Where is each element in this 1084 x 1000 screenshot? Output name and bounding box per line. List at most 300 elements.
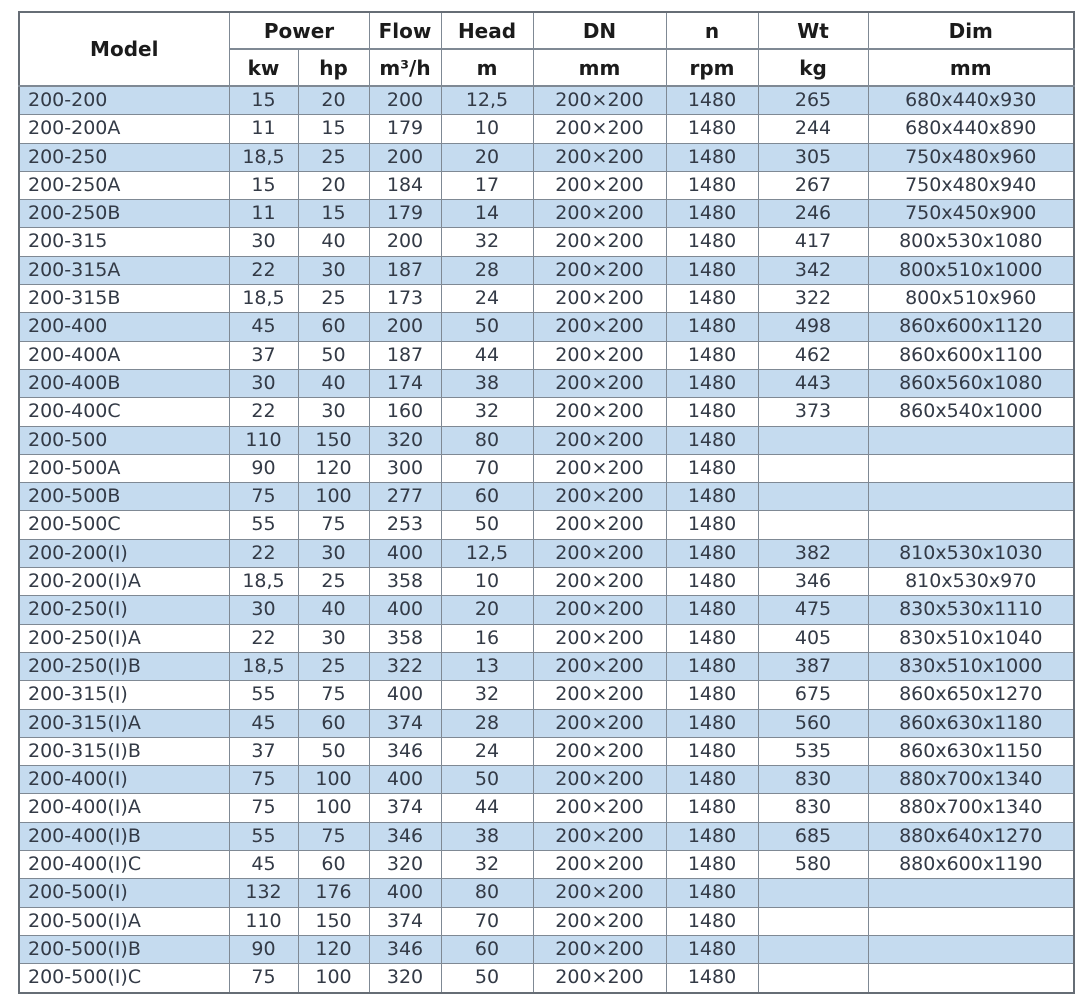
cell-flow: 346	[369, 822, 441, 850]
cell-dim: 830x530x1110	[868, 596, 1074, 624]
cell-flow: 400	[369, 681, 441, 709]
cell-dn: 200×200	[533, 568, 666, 596]
cell-flow: 253	[369, 511, 441, 539]
cell-head: 14	[441, 200, 533, 228]
cell-power-kw: 90	[229, 935, 298, 963]
cell-model: 200-315(I)B	[19, 737, 229, 765]
table-row	[19, 313, 1074, 341]
cell-wt: 387	[758, 652, 868, 680]
cell-model: 200-400A	[19, 341, 229, 369]
cell-dn: 200×200	[533, 794, 666, 822]
cell-wt: 535	[758, 737, 868, 765]
cell-power-kw: 37	[229, 737, 298, 765]
table-row	[19, 596, 1074, 624]
cell-power-kw: 75	[229, 766, 298, 794]
cell-head: 50	[441, 313, 533, 341]
cell-power-hp: 60	[298, 851, 369, 879]
cell-power-hp: 75	[298, 681, 369, 709]
cell-flow: 400	[369, 539, 441, 567]
cell-n: 1480	[666, 313, 758, 341]
cell-dn: 200×200	[533, 851, 666, 879]
cell-power-hp: 30	[298, 539, 369, 567]
cell-power-kw: 90	[229, 454, 298, 482]
cell-flow: 174	[369, 369, 441, 397]
cell-dim: 860x540x1000	[868, 398, 1074, 426]
pump-spec-table	[18, 11, 1075, 994]
unit-header-head: m	[441, 49, 533, 86]
table-row	[19, 86, 1074, 115]
cell-wt	[758, 907, 868, 935]
table-header	[19, 12, 1074, 86]
cell-power-hp: 100	[298, 766, 369, 794]
table-row	[19, 228, 1074, 256]
cell-power-kw: 132	[229, 879, 298, 907]
cell-wt	[758, 426, 868, 454]
cell-wt	[758, 964, 868, 993]
cell-dim	[868, 511, 1074, 539]
cell-model: 200-500A	[19, 454, 229, 482]
cell-dn: 200×200	[533, 624, 666, 652]
cell-model: 200-400(I)A	[19, 794, 229, 822]
cell-dim: 880x700x1340	[868, 766, 1074, 794]
cell-n: 1480	[666, 681, 758, 709]
cell-head: 10	[441, 115, 533, 143]
table-row	[19, 681, 1074, 709]
cell-n: 1480	[666, 879, 758, 907]
cell-model: 200-315	[19, 228, 229, 256]
table-row	[19, 426, 1074, 454]
cell-flow: 346	[369, 935, 441, 963]
cell-dim	[868, 935, 1074, 963]
cell-power-hp: 20	[298, 171, 369, 199]
unit-header-wt: kg	[758, 49, 868, 86]
cell-dn: 200×200	[533, 398, 666, 426]
unit-header-dim: mm	[868, 49, 1074, 86]
cell-wt: 267	[758, 171, 868, 199]
cell-head: 80	[441, 879, 533, 907]
cell-dn: 200×200	[533, 907, 666, 935]
cell-power-kw: 18,5	[229, 285, 298, 313]
cell-head: 50	[441, 766, 533, 794]
table-row	[19, 539, 1074, 567]
table-row	[19, 766, 1074, 794]
cell-power-kw: 11	[229, 115, 298, 143]
cell-head: 17	[441, 171, 533, 199]
cell-dim: 750x480x940	[868, 171, 1074, 199]
cell-head: 70	[441, 907, 533, 935]
cell-wt: 382	[758, 539, 868, 567]
cell-head: 32	[441, 681, 533, 709]
cell-dn: 200×200	[533, 228, 666, 256]
table-row	[19, 256, 1074, 284]
cell-model: 200-315B	[19, 285, 229, 313]
cell-flow: 184	[369, 171, 441, 199]
cell-head: 60	[441, 483, 533, 511]
table-row	[19, 794, 1074, 822]
cell-dim: 800x510x1000	[868, 256, 1074, 284]
cell-model: 200-500B	[19, 483, 229, 511]
cell-dim	[868, 907, 1074, 935]
cell-n: 1480	[666, 398, 758, 426]
cell-power-kw: 45	[229, 851, 298, 879]
cell-flow: 400	[369, 879, 441, 907]
cell-wt: 675	[758, 681, 868, 709]
table-row	[19, 200, 1074, 228]
cell-wt: 830	[758, 766, 868, 794]
cell-dn: 200×200	[533, 539, 666, 567]
cell-power-kw: 11	[229, 200, 298, 228]
cell-power-hp: 30	[298, 624, 369, 652]
cell-head: 50	[441, 511, 533, 539]
cell-head: 10	[441, 568, 533, 596]
cell-dim: 860x600x1100	[868, 341, 1074, 369]
cell-model: 200-250(I)B	[19, 652, 229, 680]
cell-flow: 374	[369, 907, 441, 935]
cell-power-hp: 20	[298, 86, 369, 115]
table-row	[19, 935, 1074, 963]
cell-power-hp: 30	[298, 398, 369, 426]
cell-power-kw: 18,5	[229, 143, 298, 171]
cell-flow: 187	[369, 341, 441, 369]
cell-power-hp: 176	[298, 879, 369, 907]
cell-dn: 200×200	[533, 822, 666, 850]
cell-dn: 200×200	[533, 256, 666, 284]
table-row	[19, 652, 1074, 680]
cell-dim: 860x600x1120	[868, 313, 1074, 341]
cell-head: 70	[441, 454, 533, 482]
cell-dn: 200×200	[533, 454, 666, 482]
cell-dim: 680x440x890	[868, 115, 1074, 143]
cell-model: 200-250	[19, 143, 229, 171]
cell-wt: 346	[758, 568, 868, 596]
col-header-n: n	[666, 12, 758, 49]
cell-n: 1480	[666, 426, 758, 454]
cell-power-kw: 22	[229, 624, 298, 652]
cell-head: 32	[441, 398, 533, 426]
cell-power-hp: 15	[298, 115, 369, 143]
cell-power-hp: 40	[298, 228, 369, 256]
cell-wt: 685	[758, 822, 868, 850]
cell-n: 1480	[666, 709, 758, 737]
cell-model: 200-500(I)C	[19, 964, 229, 993]
cell-dn: 200×200	[533, 737, 666, 765]
cell-flow: 200	[369, 228, 441, 256]
cell-head: 44	[441, 794, 533, 822]
cell-dim: 880x600x1190	[868, 851, 1074, 879]
cell-dim: 800x530x1080	[868, 228, 1074, 256]
cell-dim: 880x640x1270	[868, 822, 1074, 850]
cell-power-hp: 100	[298, 964, 369, 993]
cell-model: 200-200A	[19, 115, 229, 143]
cell-dim: 750x450x900	[868, 200, 1074, 228]
cell-model: 200-315(I)	[19, 681, 229, 709]
cell-n: 1480	[666, 624, 758, 652]
cell-n: 1480	[666, 822, 758, 850]
cell-power-kw: 110	[229, 426, 298, 454]
cell-power-kw: 30	[229, 369, 298, 397]
cell-wt: 322	[758, 285, 868, 313]
cell-wt: 373	[758, 398, 868, 426]
cell-head: 44	[441, 341, 533, 369]
cell-head: 32	[441, 851, 533, 879]
table-row	[19, 624, 1074, 652]
table-row	[19, 285, 1074, 313]
cell-power-kw: 18,5	[229, 652, 298, 680]
cell-model: 200-200(I)	[19, 539, 229, 567]
cell-head: 28	[441, 709, 533, 737]
cell-dim: 860x560x1080	[868, 369, 1074, 397]
cell-power-kw: 110	[229, 907, 298, 935]
cell-model: 200-250(I)	[19, 596, 229, 624]
cell-wt: 580	[758, 851, 868, 879]
cell-flow: 173	[369, 285, 441, 313]
cell-n: 1480	[666, 256, 758, 284]
unit-header-kw: kw	[229, 49, 298, 86]
cell-dim: 830x510x1000	[868, 652, 1074, 680]
cell-model: 200-200	[19, 86, 229, 115]
cell-head: 50	[441, 964, 533, 993]
cell-power-kw: 22	[229, 256, 298, 284]
cell-n: 1480	[666, 596, 758, 624]
cell-flow: 187	[369, 256, 441, 284]
cell-dn: 200×200	[533, 596, 666, 624]
table-body	[19, 86, 1074, 993]
cell-model: 200-315A	[19, 256, 229, 284]
cell-power-hp: 25	[298, 568, 369, 596]
cell-model: 200-400B	[19, 369, 229, 397]
cell-power-hp: 25	[298, 143, 369, 171]
col-header-model: Model	[19, 12, 229, 86]
cell-dim: 860x650x1270	[868, 681, 1074, 709]
cell-n: 1480	[666, 964, 758, 993]
cell-head: 38	[441, 369, 533, 397]
cell-power-hp: 25	[298, 285, 369, 313]
cell-model: 200-500(I)A	[19, 907, 229, 935]
cell-dim	[868, 964, 1074, 993]
cell-power-hp: 100	[298, 794, 369, 822]
cell-dim: 810x530x1030	[868, 539, 1074, 567]
cell-wt	[758, 483, 868, 511]
cell-flow: 179	[369, 115, 441, 143]
cell-n: 1480	[666, 143, 758, 171]
cell-head: 12,5	[441, 539, 533, 567]
cell-dn: 200×200	[533, 483, 666, 511]
cell-flow: 320	[369, 851, 441, 879]
col-header-power: Power	[229, 12, 369, 49]
cell-dn: 200×200	[533, 200, 666, 228]
table-row	[19, 709, 1074, 737]
cell-power-hp: 150	[298, 426, 369, 454]
cell-wt: 475	[758, 596, 868, 624]
cell-n: 1480	[666, 907, 758, 935]
cell-n: 1480	[666, 851, 758, 879]
cell-dn: 200×200	[533, 86, 666, 115]
cell-n: 1480	[666, 511, 758, 539]
cell-n: 1480	[666, 737, 758, 765]
col-header-head: Head	[441, 12, 533, 49]
cell-power-kw: 55	[229, 822, 298, 850]
cell-model: 200-250A	[19, 171, 229, 199]
cell-power-kw: 55	[229, 511, 298, 539]
table-row	[19, 851, 1074, 879]
cell-dn: 200×200	[533, 313, 666, 341]
cell-head: 20	[441, 143, 533, 171]
cell-n: 1480	[666, 483, 758, 511]
cell-dn: 200×200	[533, 115, 666, 143]
cell-flow: 346	[369, 737, 441, 765]
cell-power-hp: 120	[298, 454, 369, 482]
cell-flow: 277	[369, 483, 441, 511]
cell-dim	[868, 483, 1074, 511]
cell-power-kw: 37	[229, 341, 298, 369]
cell-flow: 300	[369, 454, 441, 482]
cell-power-hp: 40	[298, 369, 369, 397]
cell-dn: 200×200	[533, 935, 666, 963]
cell-model: 200-400(I)B	[19, 822, 229, 850]
cell-dn: 200×200	[533, 369, 666, 397]
cell-n: 1480	[666, 86, 758, 115]
cell-power-hp: 75	[298, 511, 369, 539]
cell-wt	[758, 935, 868, 963]
cell-dn: 200×200	[533, 511, 666, 539]
cell-power-hp: 15	[298, 200, 369, 228]
cell-n: 1480	[666, 652, 758, 680]
cell-n: 1480	[666, 794, 758, 822]
cell-dim: 860x630x1180	[868, 709, 1074, 737]
table-row	[19, 737, 1074, 765]
cell-wt	[758, 454, 868, 482]
cell-dim: 750x480x960	[868, 143, 1074, 171]
col-header-dim: Dim	[868, 12, 1074, 49]
cell-flow: 374	[369, 709, 441, 737]
cell-flow: 179	[369, 200, 441, 228]
cell-model: 200-400(I)C	[19, 851, 229, 879]
cell-dim: 880x700x1340	[868, 794, 1074, 822]
cell-dn: 200×200	[533, 341, 666, 369]
cell-power-hp: 150	[298, 907, 369, 935]
cell-power-hp: 75	[298, 822, 369, 850]
cell-power-kw: 45	[229, 709, 298, 737]
cell-model: 200-500	[19, 426, 229, 454]
cell-power-kw: 22	[229, 539, 298, 567]
table-row	[19, 369, 1074, 397]
cell-dim: 680x440x930	[868, 86, 1074, 115]
unit-header-n: rpm	[666, 49, 758, 86]
cell-wt: 462	[758, 341, 868, 369]
cell-wt: 246	[758, 200, 868, 228]
cell-n: 1480	[666, 935, 758, 963]
cell-n: 1480	[666, 200, 758, 228]
cell-power-kw: 75	[229, 794, 298, 822]
cell-dn: 200×200	[533, 171, 666, 199]
cell-dim	[868, 879, 1074, 907]
table-row	[19, 511, 1074, 539]
cell-power-hp: 120	[298, 935, 369, 963]
cell-n: 1480	[666, 285, 758, 313]
cell-n: 1480	[666, 228, 758, 256]
table-row	[19, 143, 1074, 171]
cell-power-hp: 25	[298, 652, 369, 680]
col-header-dn: DN	[533, 12, 666, 49]
cell-dim: 860x630x1150	[868, 737, 1074, 765]
table-row	[19, 115, 1074, 143]
cell-model: 200-500(I)	[19, 879, 229, 907]
cell-n: 1480	[666, 454, 758, 482]
table-row	[19, 171, 1074, 199]
cell-dn: 200×200	[533, 285, 666, 313]
cell-model: 200-400	[19, 313, 229, 341]
cell-head: 60	[441, 935, 533, 963]
cell-n: 1480	[666, 171, 758, 199]
cell-power-kw: 30	[229, 228, 298, 256]
table-row	[19, 454, 1074, 482]
cell-wt	[758, 879, 868, 907]
cell-dim: 830x510x1040	[868, 624, 1074, 652]
cell-model: 200-250B	[19, 200, 229, 228]
cell-head: 38	[441, 822, 533, 850]
cell-flow: 374	[369, 794, 441, 822]
cell-power-hp: 30	[298, 256, 369, 284]
cell-dn: 200×200	[533, 143, 666, 171]
cell-dn: 200×200	[533, 709, 666, 737]
cell-head: 12,5	[441, 86, 533, 115]
cell-dn: 200×200	[533, 426, 666, 454]
cell-wt: 342	[758, 256, 868, 284]
cell-flow: 160	[369, 398, 441, 426]
cell-dn: 200×200	[533, 681, 666, 709]
cell-flow: 358	[369, 568, 441, 596]
cell-dn: 200×200	[533, 652, 666, 680]
cell-power-kw: 15	[229, 86, 298, 115]
cell-flow: 358	[369, 624, 441, 652]
unit-header-hp: hp	[298, 49, 369, 86]
cell-head: 24	[441, 285, 533, 313]
cell-model: 200-500(I)B	[19, 935, 229, 963]
cell-head: 24	[441, 737, 533, 765]
cell-dim	[868, 454, 1074, 482]
table-row	[19, 398, 1074, 426]
cell-flow: 320	[369, 426, 441, 454]
cell-dim	[868, 426, 1074, 454]
cell-head: 13	[441, 652, 533, 680]
cell-dn: 200×200	[533, 964, 666, 993]
cell-n: 1480	[666, 568, 758, 596]
cell-wt: 443	[758, 369, 868, 397]
cell-wt	[758, 511, 868, 539]
table-row	[19, 879, 1074, 907]
cell-wt: 498	[758, 313, 868, 341]
cell-power-hp: 60	[298, 709, 369, 737]
cell-model: 200-400(I)	[19, 766, 229, 794]
cell-flow: 320	[369, 964, 441, 993]
cell-power-kw: 55	[229, 681, 298, 709]
cell-head: 32	[441, 228, 533, 256]
table-row	[19, 483, 1074, 511]
cell-model: 200-250(I)A	[19, 624, 229, 652]
unit-header-flow: m³/h	[369, 49, 441, 86]
cell-n: 1480	[666, 341, 758, 369]
cell-wt: 560	[758, 709, 868, 737]
cell-wt: 830	[758, 794, 868, 822]
cell-power-hp: 60	[298, 313, 369, 341]
cell-power-kw: 75	[229, 964, 298, 993]
cell-wt: 244	[758, 115, 868, 143]
col-header-wt: Wt	[758, 12, 868, 49]
cell-n: 1480	[666, 115, 758, 143]
cell-power-hp: 40	[298, 596, 369, 624]
cell-n: 1480	[666, 539, 758, 567]
cell-dn: 200×200	[533, 879, 666, 907]
